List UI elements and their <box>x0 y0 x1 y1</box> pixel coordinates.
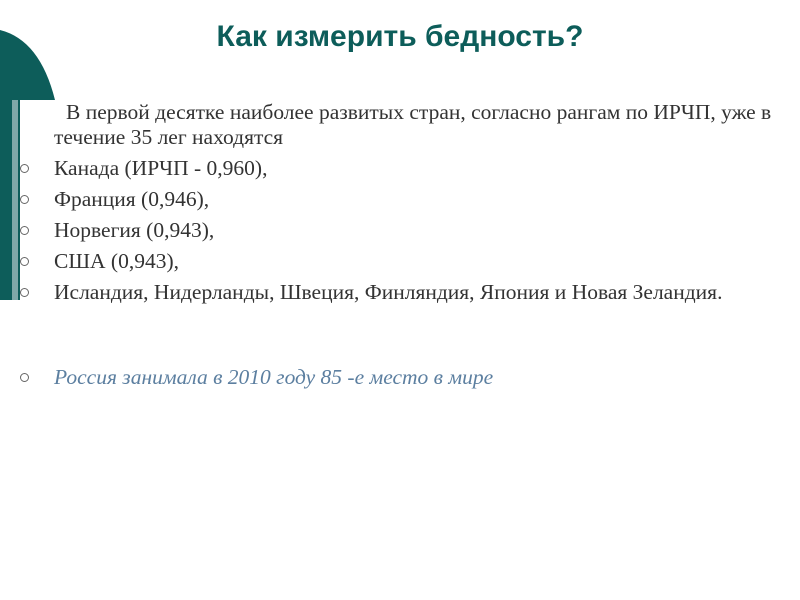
list-item <box>20 218 780 243</box>
list-item <box>20 249 780 274</box>
bullet-icon <box>20 195 29 204</box>
list-item-text: США (0,943), <box>54 249 180 273</box>
decor-light-stripe <box>12 100 18 300</box>
list-item-text: Франция (0,946), <box>54 187 210 211</box>
list-item-text: Канада (ИРЧП - 0,960), <box>54 156 268 180</box>
country-list <box>20 156 780 390</box>
list-item-text: Исландия, Нидерланды, Швеция, Финляндия, Япония и Новая Зеландия. <box>54 280 723 304</box>
bullet-icon <box>20 257 29 266</box>
bullet-icon <box>20 226 29 235</box>
slide-title: Как измерить бедность? <box>216 20 584 53</box>
list-item-text: Норвегия (0,943), <box>54 218 215 242</box>
list-item <box>20 156 780 181</box>
list-item <box>20 187 780 212</box>
bullet-icon <box>20 288 29 297</box>
highlight-text: Россия занимала в 2010 году 85 -е место в мире <box>54 365 494 389</box>
bullet-icon <box>20 373 29 382</box>
bullet-icon <box>20 164 29 173</box>
list-item <box>20 280 780 305</box>
highlight-item <box>20 365 780 390</box>
slide-content <box>20 100 780 390</box>
intro-text: В первой десятке наиболее развитых стран, согласно рангам по ИРЧП, уже в течение 35 лег находятся <box>54 100 772 149</box>
